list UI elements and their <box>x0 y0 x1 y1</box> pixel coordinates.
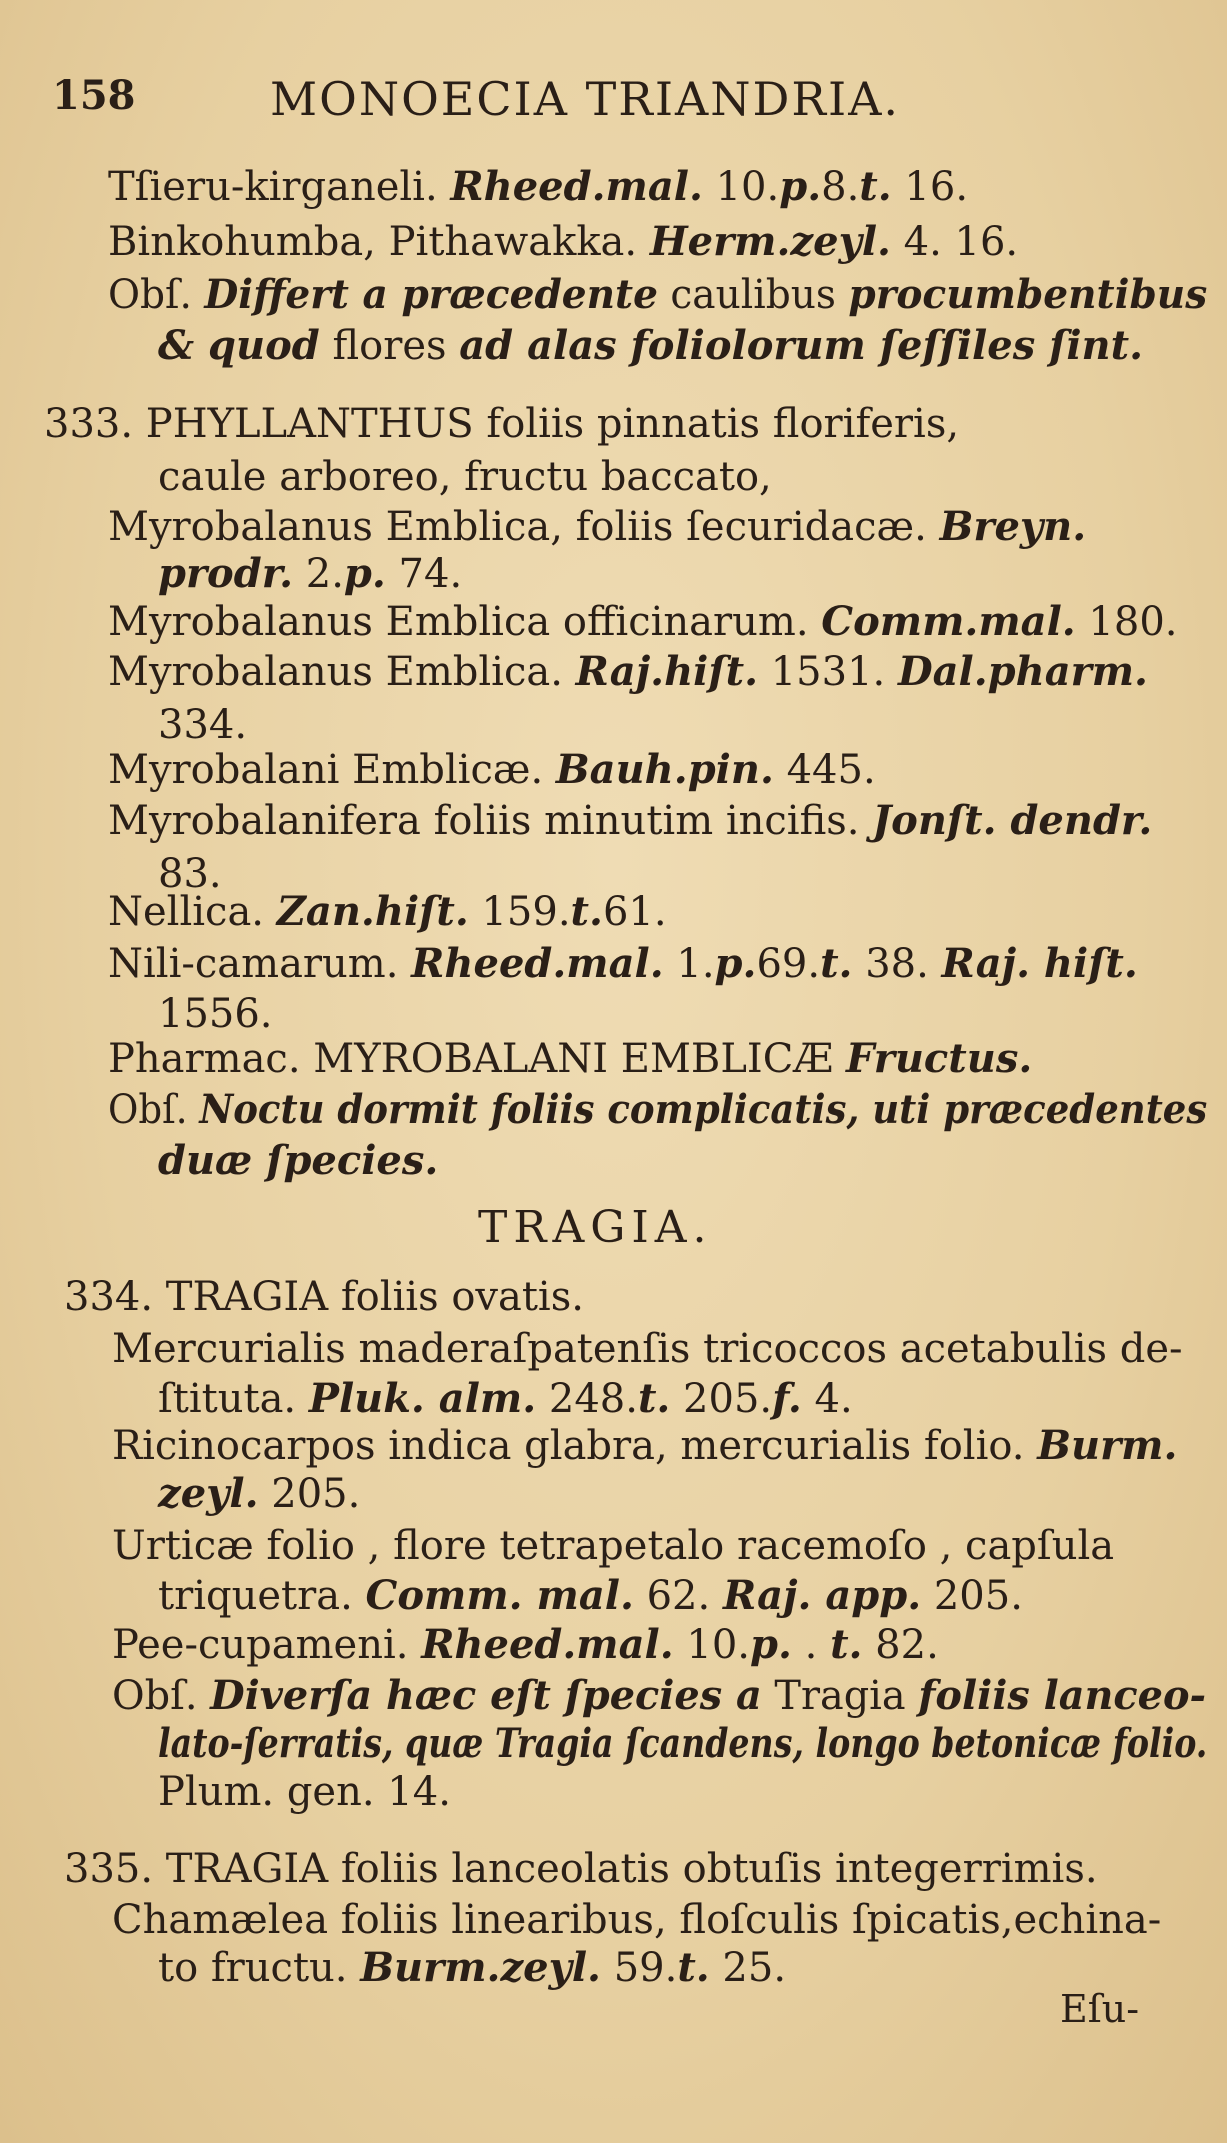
text-run: . <box>791 1622 831 1668</box>
italic-run: foliis lanceo- <box>918 1672 1207 1719</box>
italic-run: Comm.mal. <box>821 598 1076 645</box>
text-run: Nellica. <box>108 889 277 935</box>
text-line <box>158 701 247 749</box>
text-line <box>108 940 1138 988</box>
text-line <box>108 888 667 936</box>
text-run: to fructu. <box>158 1945 361 1991</box>
italic-run: duæ ſpecies. <box>158 1137 439 1184</box>
italic-run: Raj. app. <box>722 1572 922 1619</box>
italic-run: Dal.pharm. <box>897 648 1148 695</box>
italic-run: Diverſa hæc eſt ſpecies a <box>210 1672 762 1719</box>
catchword: Eſu- <box>1060 1987 1140 2031</box>
section-title: TRAGIA. <box>478 1202 713 1253</box>
text-run: 445. <box>773 747 876 793</box>
italic-run: Burm. <box>1037 1422 1178 1469</box>
text-run: flores <box>319 323 460 369</box>
text-line <box>112 1325 1183 1373</box>
italic-run: procumbentibus <box>848 271 1208 318</box>
italic-run: Breyn. <box>939 503 1087 550</box>
text-line <box>158 1572 1023 1620</box>
text-run: 248. <box>536 1376 638 1422</box>
italic-run: p. <box>779 163 822 210</box>
species-heading <box>64 1845 1098 1893</box>
italic-run: Jonſt. dendr. <box>872 797 1153 844</box>
italic-run: Fructus. <box>846 1035 1033 1082</box>
text-line <box>108 746 876 794</box>
text-line <box>108 218 1018 266</box>
text-run: 159. <box>468 889 571 935</box>
text-line <box>112 1672 1206 1720</box>
italic-run: Herm.zeyl. <box>649 218 891 265</box>
text-run: 10. <box>673 1622 750 1668</box>
page-title: MONOECIA TRIANDRIA. <box>270 72 901 126</box>
text-line <box>108 1086 1207 1134</box>
text-line <box>158 990 273 1038</box>
text-run: 38. <box>852 941 942 987</box>
italic-run: prodr. <box>158 550 294 597</box>
text-run: 334. <box>158 702 248 748</box>
text-run: 74. <box>385 551 463 597</box>
text-run: Tragia <box>761 1673 919 1719</box>
text-run: 10. <box>702 164 780 210</box>
italic-run: t. <box>570 888 603 935</box>
text-run: 334. TRAGIA foliis ovatis. <box>64 1274 584 1320</box>
text-line <box>108 163 968 211</box>
text-run: 205. <box>921 1573 1023 1619</box>
text-line <box>158 453 772 501</box>
italic-run: Rheed.mal. <box>450 163 703 210</box>
text-line <box>108 503 1086 551</box>
text-line <box>158 1944 786 1992</box>
text-run: triquetra. <box>158 1573 366 1619</box>
text-line <box>112 1422 1177 1470</box>
text-run: Myrobalani Emblicæ. <box>108 747 556 793</box>
text-run: 61. <box>602 889 667 935</box>
page-number: 158 <box>52 72 136 119</box>
text-run: Plum. gen. 14. <box>158 1769 451 1815</box>
text-run: 205. <box>258 1471 361 1517</box>
text-run: Obſ. <box>108 272 205 318</box>
italic-run: Rheed.mal. <box>421 1621 674 1668</box>
text-run: ſtituta. <box>158 1376 309 1422</box>
italic-run: f. <box>772 1375 802 1422</box>
italic-run: Burm.zeyl. <box>360 1944 601 1991</box>
italic-run: & quod <box>158 322 320 369</box>
italic-run: Zan.hiſt. <box>276 888 469 935</box>
italic-run: Raj. hiſt. <box>941 940 1138 987</box>
italic-run: t. <box>637 1375 671 1422</box>
text-run: 1531. <box>758 649 898 695</box>
italic-run: ad alas foliolorum ſeſſiles ſint. <box>459 322 1144 369</box>
text-line <box>158 1768 451 1816</box>
italic-run: Comm. mal. <box>365 1572 634 1619</box>
text-line <box>108 598 1177 646</box>
text-line <box>108 797 1152 845</box>
italic-run: p. <box>714 940 757 987</box>
text-run: Ricinocarpos indica glabra, mercurialis folio. <box>112 1423 1038 1469</box>
text-run: Chamælea foliis linearibus, floſculis ſpicatis,echina- <box>112 1897 1162 1943</box>
italic-run: t. <box>820 940 853 987</box>
text-run: 1. <box>663 941 715 987</box>
text-run: 82. <box>862 1622 939 1668</box>
text-line <box>158 1720 1207 1768</box>
text-run: 2. <box>293 551 344 597</box>
text-run: 59. <box>600 1945 678 1991</box>
text-run: Tſieru-kirganeli. <box>108 164 451 210</box>
species-heading <box>64 1273 584 1321</box>
text-line <box>112 1896 1161 1944</box>
text-run: 25. <box>709 1945 787 1991</box>
text-run: 69. <box>756 941 821 987</box>
text-run: 16. <box>891 164 969 210</box>
text-line <box>158 322 1143 370</box>
italic-run: Differt a præcedente <box>204 271 658 318</box>
text-run: 1556. <box>158 991 273 1037</box>
text-run: 62. <box>633 1573 723 1619</box>
text-run: 180. <box>1075 599 1178 645</box>
text-run: caulibus <box>657 272 849 318</box>
italic-run: Pluk. alm. <box>308 1375 537 1422</box>
text-run: 83. <box>158 851 222 897</box>
italic-run: lato-ſerratis, quæ Tragia ſcandens, longo betonicæ folio. <box>158 1720 1208 1767</box>
italic-run: Rheed.mal. <box>411 940 664 987</box>
text-line <box>158 550 462 598</box>
text-run: 333. PHYLLANTHUS foliis pinnatis floriferis, <box>44 401 960 447</box>
text-run: Urticæ folio , flore tetrapetalo racemoſo , capſula <box>112 1523 1115 1569</box>
text-run: Binkohumba, Pithawakka. <box>108 219 650 265</box>
italic-run: p. <box>343 550 386 597</box>
text-run: 335. TRAGIA foliis lanceolatis obtuſis integerrimis. <box>64 1846 1098 1892</box>
text-run: Myrobalanus Emblica officinarum. <box>108 599 822 645</box>
italic-run: t. <box>677 1944 710 1991</box>
text-line <box>112 1522 1114 1570</box>
text-run: Myrobalanifera foliis minutim incifis. <box>108 798 873 844</box>
text-run: Myrobalanus Emblica, foliis ſecuridacæ. <box>108 504 940 550</box>
text-line <box>108 1035 1032 1083</box>
italic-run: Noctu dormit foliis complicatis, uti præcedentes <box>199 1086 1208 1133</box>
text-line <box>158 1375 853 1423</box>
text-run: Myrobalanus Emblica. <box>108 649 576 695</box>
text-line <box>112 1621 939 1669</box>
text-line <box>158 1470 360 1518</box>
italic-run: Raj.hiſt. <box>575 648 758 695</box>
text-run: Mercurialis maderaſpatenſis tricoccos acetabulis de- <box>112 1326 1183 1372</box>
text-run: 8. <box>821 164 860 210</box>
italic-run: t. <box>830 1621 863 1668</box>
italic-run: Bauh.pin. <box>555 746 774 793</box>
text-run: 4. 16. <box>890 219 1019 265</box>
text-line <box>108 271 1207 319</box>
text-run: Pharmac. MYROBALANI EMBLICÆ <box>108 1036 847 1082</box>
text-run: Nili-camarum. <box>108 941 412 987</box>
text-run: Obſ. <box>112 1673 211 1719</box>
text-run: caule arboreo, fructu baccato, <box>158 454 772 500</box>
text-run: Pee-cupameni. <box>112 1622 422 1668</box>
species-heading <box>44 400 959 448</box>
italic-run: p. <box>750 1621 792 1668</box>
text-run: Obſ. <box>108 1087 200 1133</box>
italic-run: t. <box>859 163 892 210</box>
text-line <box>108 648 1148 696</box>
text-run: 205. <box>670 1376 773 1422</box>
italic-run: zeyl. <box>158 1470 259 1517</box>
text-line <box>158 1137 438 1185</box>
text-run: 4. <box>801 1376 853 1422</box>
